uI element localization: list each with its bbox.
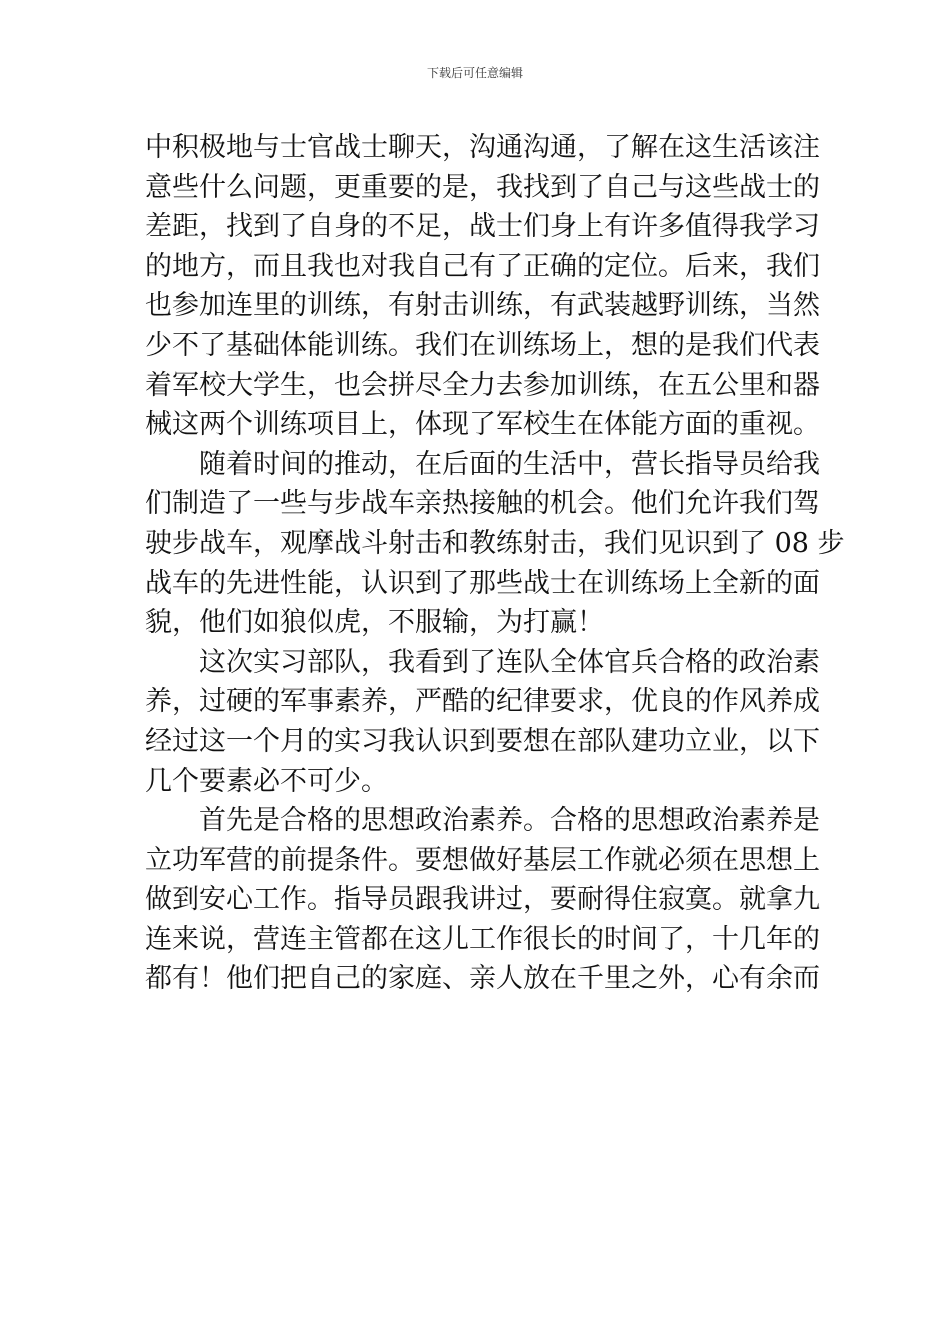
text-line: 差距，找到了自身的不足，战士们身上有许多值得我学习: [145, 211, 820, 243]
text-line: 养，过硬的军事素养，严酷的纪律要求，优良的作风养成: [145, 686, 820, 718]
text-line: 少不了基础体能训练。我们在训练场上，想的是我们代表: [145, 329, 820, 361]
text-line: 做到安心工作。指导员跟我讲过，要耐得住寂寞。就拿九: [145, 884, 820, 916]
text-line: 们制造了一些与步战车亲热接触的机会。他们允许我们驾: [145, 488, 820, 520]
text-line: 貌，他们如狼似虎，不服输，为打赢！: [145, 607, 604, 639]
text-line: 的地方，而且我也对我自己有了正确的定位。后来，我们: [145, 250, 820, 282]
text-line: 立功军营的前提条件。要想做好基层工作就必须在思想上: [145, 844, 820, 876]
text-line: 都有！他们把自己的家庭、亲人放在千里之外，心有余而: [145, 963, 820, 995]
text-line: 经过这一个月的实习我认识到要想在部队建功立业，以下: [145, 725, 820, 757]
text-line: 几个要素必不可少。: [145, 765, 388, 797]
text-line: 随着时间的推动，在后面的生活中，营长指导员给我: [145, 448, 820, 480]
body-text: [145, 128, 845, 999]
text-line: 中积极地与士官战士聊天，沟通沟通，了解在这生活该注: [145, 132, 820, 163]
text-line: 也参加连里的训练，有射击训练，有武装越野训练，当然: [145, 290, 820, 322]
text-line: 驶步战车，观摩战斗射击和教练射击，我们见识到了 08 步: [145, 527, 845, 559]
text-line: 这次实习部队，我看到了连队全体官兵合格的政治素: [145, 646, 820, 678]
text-line: 战车的先进性能，认识到了那些战士在训练场上全新的面: [145, 567, 820, 599]
text-line: 连来说，营连主管都在这儿工作很长的时间了，十几年的: [145, 923, 820, 955]
text-line: 械这两个训练项目上，体现了军校生在体能方面的重视。: [145, 409, 820, 441]
text-line: 着军校大学生，也会拼尽全力去参加训练，在五公里和器: [145, 369, 820, 401]
text-line: 意些什么问题，更重要的是，我找到了自己与这些战士的: [145, 171, 820, 203]
page-header: 下载后可任意编辑: [426, 66, 523, 80]
text-line: 首先是合格的思想政治素养。合格的思想政治素养是: [145, 805, 820, 837]
